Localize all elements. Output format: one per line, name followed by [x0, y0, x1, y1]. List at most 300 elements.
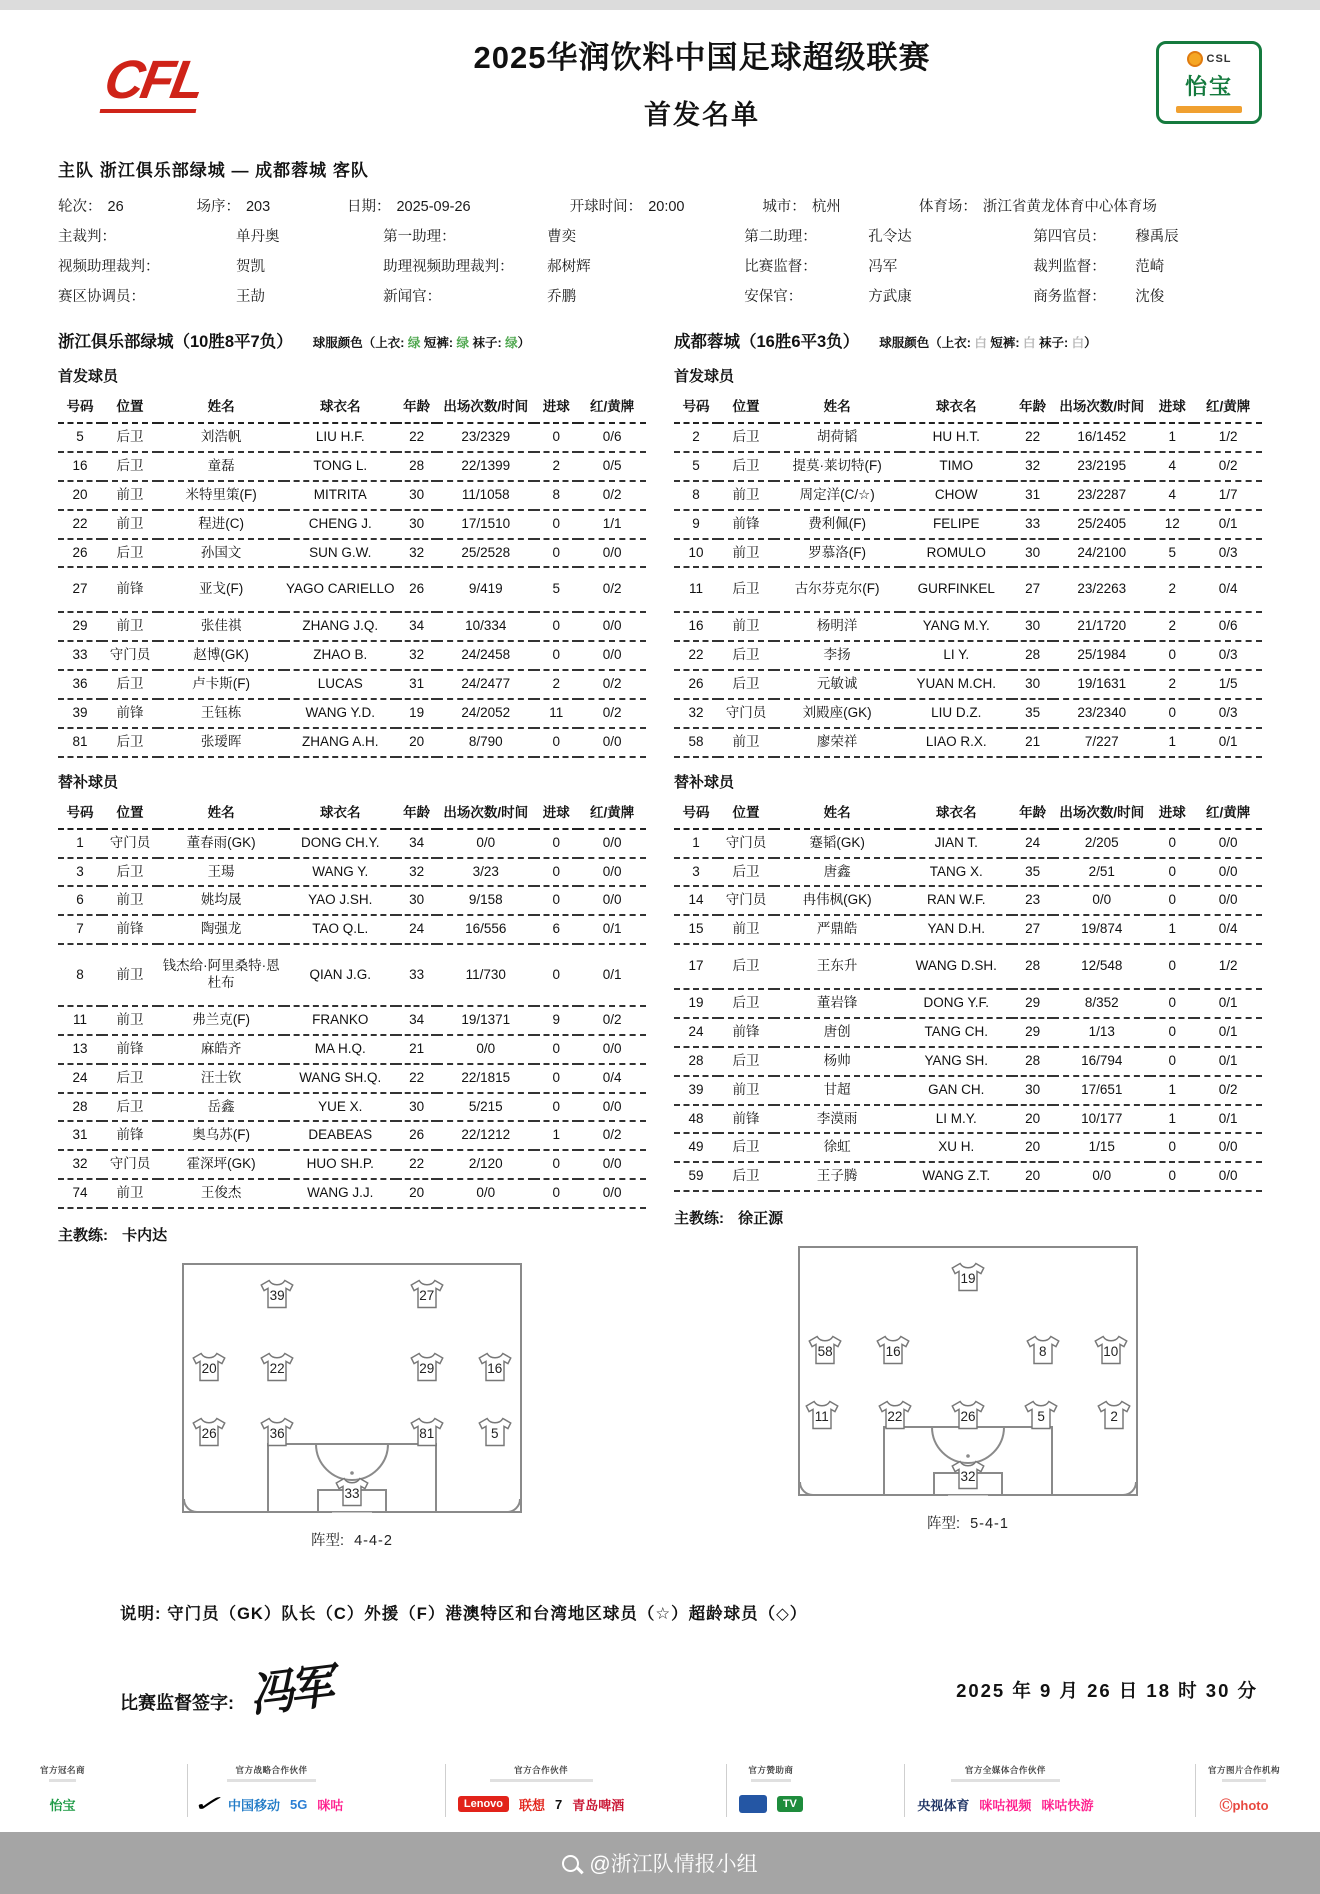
away-starters-table [674, 391, 1262, 758]
player-cell: 3/23 [437, 858, 534, 887]
kit-color-value: 白 [1023, 336, 1039, 350]
kit-part-label: 短裤: [423, 336, 457, 350]
sponsor-group-label: 官方合作伙伴 [514, 1765, 569, 1775]
csl-label: CSL [1206, 52, 1232, 65]
player-cell: 0/0 [1194, 1162, 1262, 1191]
player-cell: 董春雨(GK) [158, 829, 284, 858]
player-shirt [950, 1459, 986, 1491]
player-cell: 0 [534, 886, 578, 915]
player-cell: 0 [534, 858, 578, 887]
info-field [196, 195, 347, 216]
player-cell: HUO SH.P. [284, 1150, 396, 1179]
player-cell: 30 [396, 1093, 437, 1122]
player-shirt-number: 36 [269, 1425, 285, 1441]
csl-ball-icon [1187, 51, 1203, 67]
player-cell: 汪士钦 [158, 1064, 284, 1093]
info-field [58, 255, 383, 276]
player-cell: 0 [534, 423, 578, 452]
home-starters-label: 首发球员 [58, 368, 119, 385]
player-row [58, 539, 646, 568]
player-cell: 22 [396, 1064, 437, 1093]
player-cell: 26 [674, 670, 718, 699]
player-cell: DEABEAS [284, 1121, 396, 1150]
player-cell: 26 [396, 567, 437, 612]
player-cell: ZHANG A.H. [284, 728, 396, 757]
player-shirt-number: 11 [814, 1408, 829, 1424]
player-cell: HU H.T. [900, 423, 1012, 452]
csl-badge-top [1163, 51, 1255, 67]
player-cell: 27 [1012, 915, 1053, 944]
player-cell: 张瑷晖 [158, 728, 284, 757]
player-cell: 0/1 [1194, 1047, 1262, 1076]
away-formation-value: 5-4-1 [970, 1516, 1009, 1533]
player-cell: 11/1058 [437, 481, 534, 510]
sponsor-group-subtext-bar [227, 1779, 316, 1782]
player-cell: 20 [1012, 1133, 1053, 1162]
player-cell: 5 [534, 567, 578, 612]
player-cell: 22 [58, 510, 102, 539]
player-cell: 26 [58, 539, 102, 568]
player-cell: 亚戈(F) [158, 567, 284, 612]
player-cell: 1/13 [1053, 1018, 1150, 1047]
away-team-name: 成都蓉城（16胜6平3负） [674, 333, 860, 351]
player-cell: 20 [58, 481, 102, 510]
player-row [58, 1064, 646, 1093]
player-row [674, 1018, 1262, 1047]
player-row [674, 612, 1262, 641]
player-cell: 0 [1150, 989, 1194, 1018]
player-cell: 0/1 [578, 915, 646, 944]
sponsor-group-subtext-bar [1222, 1779, 1267, 1782]
player-cell: 23 [1012, 886, 1053, 915]
player-cell: CHOW [900, 481, 1012, 510]
player-cell: FELIPE [900, 510, 1012, 539]
player-cell: 0 [534, 829, 578, 858]
player-cell: 7 [58, 915, 102, 944]
player-cell: 19/1371 [437, 1006, 534, 1035]
player-cell: 4 [1150, 452, 1194, 481]
player-cell: 32 [396, 641, 437, 670]
kit-part-label: 上衣: [941, 336, 975, 350]
player-cell: 22 [396, 423, 437, 452]
home-team-section [58, 328, 646, 1550]
info-label: 比赛监督： [744, 259, 817, 275]
player-cell: 29 [1012, 989, 1053, 1018]
player-cell: 钱杰给·阿里桑特·恩杜布 [158, 944, 284, 1006]
player-cell: 守门员 [102, 641, 158, 670]
player-cell: 0/0 [578, 539, 646, 568]
player-cell: 7/227 [1053, 728, 1150, 757]
player-row [674, 641, 1262, 670]
info-field [1033, 255, 1262, 276]
player-cell: 前卫 [718, 481, 774, 510]
player-cell: 0/1 [1194, 728, 1262, 757]
player-row [58, 1093, 646, 1122]
player-cell: 14 [674, 886, 718, 915]
player-cell: 前卫 [718, 612, 774, 641]
info-field [383, 255, 744, 276]
player-row [674, 829, 1262, 858]
sponsor-group-label: 官方战略合作伙伴 [235, 1765, 308, 1775]
player-cell: 1 [1150, 915, 1194, 944]
table-header-row [58, 797, 646, 829]
player-shirt [259, 1416, 295, 1448]
player-row [58, 1035, 646, 1064]
player-cell: 30 [396, 886, 437, 915]
info-label: 轮次： [58, 199, 102, 215]
player-cell: YANG SH. [900, 1047, 1012, 1076]
player-cell: 0 [1150, 886, 1194, 915]
player-cell: 0/0 [578, 829, 646, 858]
player-cell: 蹇韬(GK) [774, 829, 900, 858]
kit-part-label: 上衣: [375, 336, 408, 350]
player-cell: 32 [1012, 452, 1053, 481]
player-cell: 39 [58, 699, 102, 728]
player-shirt [259, 1351, 295, 1383]
player-shirt [1096, 1399, 1132, 1431]
yibao-brand-text: 怡宝 [1184, 73, 1233, 99]
player-cell: 10/177 [1053, 1105, 1150, 1134]
info-field [58, 195, 196, 216]
player-cell: 8/352 [1053, 989, 1150, 1018]
player-cell: 奥乌苏(F) [158, 1121, 284, 1150]
player-cell: 34 [396, 1006, 437, 1035]
sponsor-group-subtext-bar [49, 1779, 77, 1782]
player-cell: 0 [534, 539, 578, 568]
player-cell: 17/651 [1053, 1076, 1150, 1105]
player-cell: 17/1510 [437, 510, 534, 539]
player-cell: 28 [58, 1093, 102, 1122]
player-cell: 甘超 [774, 1076, 900, 1105]
sponsor-group-subtext-bar [751, 1779, 791, 1782]
kit-label: 球服颜色（ [312, 336, 376, 350]
kit-color-value: 绿 [407, 336, 424, 350]
player-cell: 1 [674, 829, 718, 858]
player-cell: 20 [1012, 1162, 1053, 1191]
sponsors-footer [28, 1764, 1292, 1817]
player-cell: 0/0 [578, 728, 646, 757]
player-cell: 30 [1012, 1076, 1053, 1105]
player-cell: 前锋 [102, 915, 158, 944]
player-cell: WANG SH.Q. [284, 1064, 396, 1093]
player-cell: 胡荷韬 [774, 423, 900, 452]
player-shirt [877, 1399, 913, 1431]
player-row [58, 423, 646, 452]
player-cell: 23/2329 [437, 423, 534, 452]
player-row [674, 510, 1262, 539]
column-header: 出场次数/时间 [1053, 391, 1150, 423]
kit-color-value: 绿 [456, 336, 473, 350]
player-cell: 19 [396, 699, 437, 728]
player-cell: 1/5 [1194, 670, 1262, 699]
player-cell: 赵博(GK) [158, 641, 284, 670]
player-cell: DONG CH.Y. [284, 829, 396, 858]
info-label: 主裁判： [58, 229, 116, 245]
player-cell: 16/794 [1053, 1047, 1150, 1076]
player-cell: 后卫 [718, 641, 774, 670]
player-cell: 11 [674, 567, 718, 612]
player-cell: 前锋 [718, 1018, 774, 1047]
player-cell: 39 [674, 1076, 718, 1105]
blue-sponsor-logo [739, 1795, 767, 1813]
player-cell: 周定洋(C/☆) [774, 481, 900, 510]
player-cell: TAO Q.L. [284, 915, 396, 944]
table-header-row [674, 391, 1262, 423]
player-cell: WANG J.J. [284, 1179, 396, 1208]
player-cell: 15 [674, 915, 718, 944]
player-cell: 后卫 [102, 423, 158, 452]
player-cell: XU H. [900, 1133, 1012, 1162]
player-row [674, 539, 1262, 568]
player-cell: 麻皓齐 [158, 1035, 284, 1064]
migu-video-logo: 咪咕视频 [979, 1797, 1032, 1813]
player-cell: 12/548 [1053, 944, 1150, 989]
player-cell: 0/0 [1194, 858, 1262, 887]
away-coach-line [674, 1207, 1262, 1228]
player-cell: 23/2340 [1053, 699, 1150, 728]
player-cell: 1/2 [1194, 944, 1262, 989]
player-cell: 0/0 [578, 1179, 646, 1208]
player-cell: MA H.Q. [284, 1035, 396, 1064]
supervisor-signature-block [120, 1658, 337, 1723]
column-header: 年龄 [1012, 391, 1053, 423]
player-cell: 0/0 [578, 886, 646, 915]
player-shirt-number: 5 [491, 1425, 499, 1441]
player-row [674, 567, 1262, 612]
player-cell: 10/334 [437, 612, 534, 641]
column-header: 号码 [674, 391, 718, 423]
player-cell: 27 [1012, 567, 1053, 612]
column-header: 进球 [1150, 797, 1194, 829]
player-row [58, 1150, 646, 1179]
player-cell: 前卫 [102, 1006, 158, 1035]
player-cell: 王子腾 [774, 1162, 900, 1191]
player-cell: QIAN J.G. [284, 944, 396, 1006]
player-shirt-number: 33 [344, 1485, 360, 1501]
sponsor-group [1195, 1764, 1292, 1817]
player-cell: 前卫 [718, 915, 774, 944]
player-cell: 6 [534, 915, 578, 944]
player-cell: 后卫 [718, 989, 774, 1018]
column-header: 年龄 [396, 391, 437, 423]
player-cell: 后卫 [102, 1093, 158, 1122]
column-header: 红/黄牌 [578, 797, 646, 829]
match-info-row [58, 195, 1262, 216]
player-row [58, 886, 646, 915]
info-field [1033, 285, 1262, 306]
5g-logo: 5G [290, 1796, 308, 1812]
info-label: 开球时间： [569, 199, 643, 215]
player-cell: 0/0 [1194, 829, 1262, 858]
player-cell: 唐鑫 [774, 858, 900, 887]
player-cell: 前锋 [102, 1121, 158, 1150]
player-cell: 19/1631 [1053, 670, 1150, 699]
player-cell: 0/0 [578, 1150, 646, 1179]
column-header: 进球 [1150, 391, 1194, 423]
player-cell: 8 [534, 481, 578, 510]
player-cell: 32 [58, 1150, 102, 1179]
player-cell: 前卫 [718, 728, 774, 757]
migu-play-logo: 咪咕快游 [1041, 1797, 1094, 1813]
player-cell: 23/2195 [1053, 452, 1150, 481]
away-formation-line [674, 1512, 1262, 1533]
player-cell: 后卫 [718, 1047, 774, 1076]
player-cell: 0/1 [1194, 989, 1262, 1018]
player-row [58, 481, 646, 510]
away-starters-label: 首发球员 [674, 368, 735, 385]
player-cell: 26 [396, 1121, 437, 1150]
player-shirt-number: 26 [201, 1425, 217, 1441]
player-cell: 1/7 [1194, 481, 1262, 510]
home-starters-table [58, 391, 646, 758]
player-cell: LI M.Y. [900, 1105, 1012, 1134]
player-cell: 姚均晟 [158, 886, 284, 915]
player-cell: 0/3 [1194, 641, 1262, 670]
info-label: 赛区协调员： [58, 289, 145, 305]
player-cell: 0/0 [1053, 886, 1150, 915]
column-header: 球衣名 [284, 391, 396, 423]
player-row [674, 452, 1262, 481]
player-shirt [191, 1351, 227, 1383]
player-cell: 22 [1012, 423, 1053, 452]
sponsor-group [187, 1764, 356, 1817]
sponsor-group-label: 官方全媒体合作伙伴 [964, 1765, 1046, 1775]
player-cell: 6 [58, 886, 102, 915]
player-row [58, 699, 646, 728]
player-cell: ROMULO [900, 539, 1012, 568]
info-label: 视频助理裁判： [58, 259, 160, 275]
info-value: 20:00 [648, 199, 685, 215]
player-cell: 48 [674, 1105, 718, 1134]
player-cell: 33 [396, 944, 437, 1006]
player-row [674, 915, 1262, 944]
player-cell: 后卫 [718, 1162, 774, 1191]
player-shirt-number: 20 [201, 1360, 217, 1376]
coach-label: 主教练: [58, 1227, 108, 1244]
player-cell: 32 [396, 539, 437, 568]
player-shirt-number: 39 [269, 1288, 285, 1303]
info-value: 乔鹏 [547, 289, 577, 305]
player-cell: 0 [1150, 1018, 1194, 1047]
info-label: 裁判监督： [1033, 259, 1106, 275]
player-cell: 0/0 [1053, 1162, 1150, 1191]
csl-yibao-badge [1156, 41, 1262, 124]
player-cell: 22/1399 [437, 452, 534, 481]
player-cell: 李漠雨 [774, 1105, 900, 1134]
player-cell: 0/6 [1194, 612, 1262, 641]
player-cell: 前卫 [718, 1076, 774, 1105]
player-cell: 古尔芬克尔(F) [774, 567, 900, 612]
players-table [674, 797, 1262, 1193]
player-shirt [950, 1261, 986, 1293]
title-block [248, 32, 1156, 132]
player-cell: 49 [674, 1133, 718, 1162]
cctv-sports-logo: 央视体育 [917, 1797, 970, 1813]
signature-row [120, 1658, 1258, 1722]
player-cell: 守门员 [718, 699, 774, 728]
info-value: 26 [107, 199, 124, 215]
info-label: 体育场： [918, 199, 977, 215]
player-cell: ZHANG J.Q. [284, 612, 396, 641]
player-cell: 30 [396, 481, 437, 510]
player-shirt-number: 27 [419, 1288, 435, 1303]
away-formation-pitch [798, 1246, 1138, 1496]
player-row [58, 1006, 646, 1035]
player-cell: 李扬 [774, 641, 900, 670]
player-cell: 0/2 [578, 1121, 646, 1150]
player-cell: 24 [396, 915, 437, 944]
player-cell: 冉伟枫(GK) [774, 886, 900, 915]
column-header: 姓名 [774, 391, 900, 423]
player-row [674, 481, 1262, 510]
player-cell: 34 [396, 612, 437, 641]
tsingtao-beer-logo: 青岛啤酒 [572, 1797, 625, 1813]
formation-label: 阵型: [311, 1533, 345, 1549]
player-cell: 24/2477 [437, 670, 534, 699]
player-shirt-number: 81 [419, 1425, 435, 1441]
player-cell: 0 [1150, 858, 1194, 887]
player-cell: 守门员 [718, 886, 774, 915]
player-shirt [807, 1334, 843, 1366]
player-cell: 30 [1012, 670, 1053, 699]
player-cell: 0 [1150, 1047, 1194, 1076]
player-cell: FRANKO [284, 1006, 396, 1035]
player-cell: 前锋 [102, 567, 158, 612]
player-cell: 58 [674, 728, 718, 757]
player-cell: 0/2 [578, 481, 646, 510]
player-cell: 前卫 [102, 944, 158, 1006]
player-cell: 59 [674, 1162, 718, 1191]
migu-logo: 咪咕 [317, 1797, 344, 1813]
player-cell: 0/2 [1194, 452, 1262, 481]
away-team-section [674, 328, 1262, 1550]
player-cell: TANG X. [900, 858, 1012, 887]
column-header: 进球 [534, 391, 578, 423]
player-cell: 21/1720 [1053, 612, 1150, 641]
player-cell: 0/2 [578, 699, 646, 728]
player-cell: 刘殿座(GK) [774, 699, 900, 728]
player-shirt [1093, 1334, 1129, 1366]
info-field [744, 285, 1033, 306]
player-cell: 后卫 [102, 452, 158, 481]
info-field [383, 285, 744, 306]
sheet-title: 首发名单 [644, 100, 760, 130]
player-cell: 唐创 [774, 1018, 900, 1047]
magnifier-icon [562, 1855, 579, 1872]
player-cell: 0/0 [578, 612, 646, 641]
player-cell: 后卫 [718, 670, 774, 699]
column-header: 出场次数/时间 [437, 391, 534, 423]
player-cell: 0 [1150, 1162, 1194, 1191]
player-row [674, 1076, 1262, 1105]
player-cell: 米特里策(F) [158, 481, 284, 510]
player-cell: 2 [674, 423, 718, 452]
player-cell: 0 [1150, 699, 1194, 728]
player-row [674, 699, 1262, 728]
column-header: 红/黄牌 [1194, 797, 1262, 829]
column-header: 球衣名 [284, 797, 396, 829]
teams-columns [58, 328, 1262, 1550]
column-header: 位置 [102, 391, 158, 423]
player-row [58, 858, 646, 887]
player-cell: 19/874 [1053, 915, 1150, 944]
player-cell: 提莫·莱切特(F) [774, 452, 900, 481]
player-cell: 0 [534, 1179, 578, 1208]
player-cell: 1/2 [1194, 423, 1262, 452]
player-cell: 0/0 [437, 829, 534, 858]
sponsor-group-subtext-bar [490, 1779, 593, 1782]
player-cell: 0/3 [1194, 699, 1262, 728]
